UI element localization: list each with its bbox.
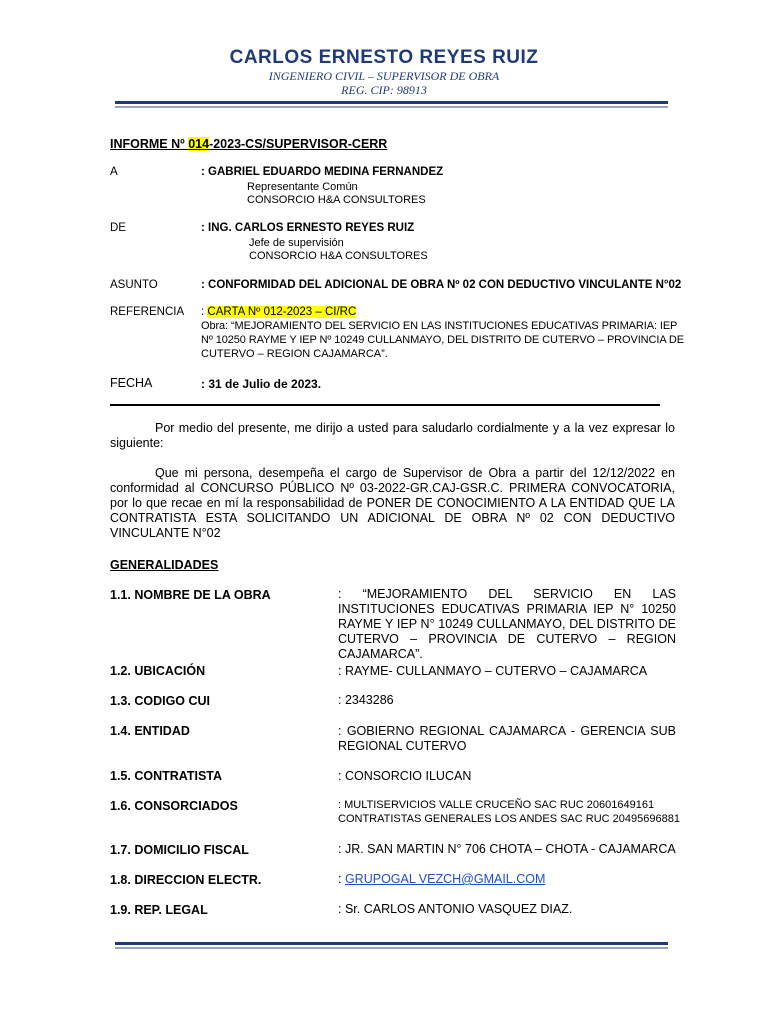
footer-rule-shadow <box>115 947 668 949</box>
letterhead-reg: REG. CIP: 98913 <box>341 83 427 97</box>
to-label: A <box>110 166 118 178</box>
date-label: FECHA <box>110 376 153 390</box>
reference-obra-line1: Obra: “MEJORAMIENTO DEL SERVICIO EN LAS INSTITUCIONES EDUCATIVAS PRIMARIA: IEP <box>201 320 678 332</box>
footer-rule <box>115 942 668 945</box>
letterhead-name: CARLOS ERNESTO REYES RUIZ <box>229 47 539 68</box>
to-role: Representante Común <box>247 181 358 193</box>
gen-label-1: 1.1. NOMBRE DE LA OBRA <box>110 588 271 602</box>
from-role: Jefe de supervisión <box>249 237 344 249</box>
gen-label-2: 1.2. UBICACIÓN <box>110 664 206 678</box>
section-divider <box>110 404 660 406</box>
gen-value-1: : “MEJORAMIENTO DEL SERVICIO EN LAS INSTITUCIONES EDUCATIVAS PRIMARIA IEP N° 10250 RAYME Y IEP N° 10249 CULLANMAYO, DEL DISTRITO DE CUTERVO – PROVINCIA DE CUTERVO – REGION CAJAMARCA”. <box>338 587 676 661</box>
gen-value-5: : CONSORCIO ILUCAN <box>338 769 472 783</box>
letterhead-title: INGENIERO CIVIL – SUPERVISOR DE OBRA <box>268 69 500 83</box>
from-org: CONSORCIO H&A CONSULTORES <box>249 250 428 262</box>
from-name: : ING. CARLOS ERNESTO REYES RUIZ <box>201 222 415 234</box>
subject-value: : CONFORMIDAD DEL ADICIONAL DE OBRA Nº 02 CON DEDUCTIVO VINCULANTE N°02 <box>201 279 682 291</box>
informe-number: 014 <box>188 137 210 151</box>
informe-title: INFORME Nº 014-2023-CS/SUPERVISOR-CERR <box>110 137 388 151</box>
reference-obra-line3: CUTERVO – REGION CAJAMARCA”. <box>201 348 388 360</box>
gen-label-9: 1.9. REP. LEGAL <box>110 903 208 917</box>
generalidades-title: GENERALIDADES <box>110 558 219 572</box>
gen-label-6: 1.6. CONSORCIADOS <box>110 799 238 813</box>
gen-label-8: 1.8. DIRECCION ELECTR. <box>110 873 262 887</box>
gen-value-8: : GRUPOGAL VEZCH@GMAIL.COM <box>338 872 546 886</box>
gen-value-6a: : MULTISERVICIOS VALLE CRUCEÑO SAC RUC 20601649161 <box>338 799 655 811</box>
subject-label: ASUNTO <box>110 279 158 291</box>
reference-carta: : CARTA Nº 012-2023 – CI/RC <box>201 306 357 318</box>
email-link[interactable]: GRUPOGAL VEZCH@GMAIL.COM <box>344 872 546 886</box>
gen-value-4: : GOBIERNO REGIONAL CAJAMARCA - GERENCIA SUB REGIONAL CUTERVO <box>338 724 676 753</box>
from-label: DE <box>110 222 126 234</box>
reference-obra-line2: Nº 10250 RAYME Y IEP Nº 10249 CULLANMAYO, DEL DISTRITO DE CUTERVO – PROVINCIA DE <box>201 334 684 346</box>
gen-value-2: : RAYME- CULLANMAYO – CUTERVO – CAJAMARCA <box>338 664 648 678</box>
gen-label-5: 1.5. CONTRATISTA <box>110 769 223 783</box>
gen-label-4: 1.4. ENTIDAD <box>110 724 190 738</box>
gen-value-9: : Sr. CARLOS ANTONIO VASQUEZ DIAZ. <box>338 902 573 916</box>
gen-value-3: : 2343286 <box>338 693 394 707</box>
header-rule-shadow <box>115 106 668 108</box>
gen-label-3: 1.3. CODIGO CUI <box>110 694 211 708</box>
body-paragraph-1: Por medio del presente, me dirijo a usted para saludarlo cordialmente y a la vez expresar lo siguiente: <box>110 421 675 450</box>
body-paragraph-2: Que mi persona, desempeña el cargo de Supervisor de Obra a partir del 12/12/2022 en conformidad al CONCURSO PÚBLICO Nº 03-2022-GR.CAJ-GSR.C. PRIMERA CONVOCATORIA, por lo que recae en mí la responsabilidad de PONER DE CONOCIMIENTO A LA ENTIDAD QUE LA CONTRATISTA ESTA SOLICITANDO UN ADICIONAL DE OBRA Nº 02 CON DEDUCTIVO VINCULANTE N°02 <box>110 466 675 540</box>
gen-value-6b: CONTRATISTAS GENERALES LOS ANDES SAC RUC 20495696881 <box>338 813 680 825</box>
reference-label: REFERENCIA <box>110 306 185 318</box>
gen-label-7: 1.7. DOMICILIO FISCAL <box>110 843 249 857</box>
gen-value-7: : JR. SAN MARTIN N° 706 CHOTA – CHOTA - CAJAMARCA <box>338 842 676 856</box>
to-name: : GABRIEL EDUARDO MEDINA FERNANDEZ <box>201 166 444 178</box>
to-org: CONSORCIO H&A CONSULTORES <box>247 194 426 206</box>
header-rule <box>115 101 668 104</box>
date-value: : 31 de Julio de 2023. <box>201 377 322 391</box>
